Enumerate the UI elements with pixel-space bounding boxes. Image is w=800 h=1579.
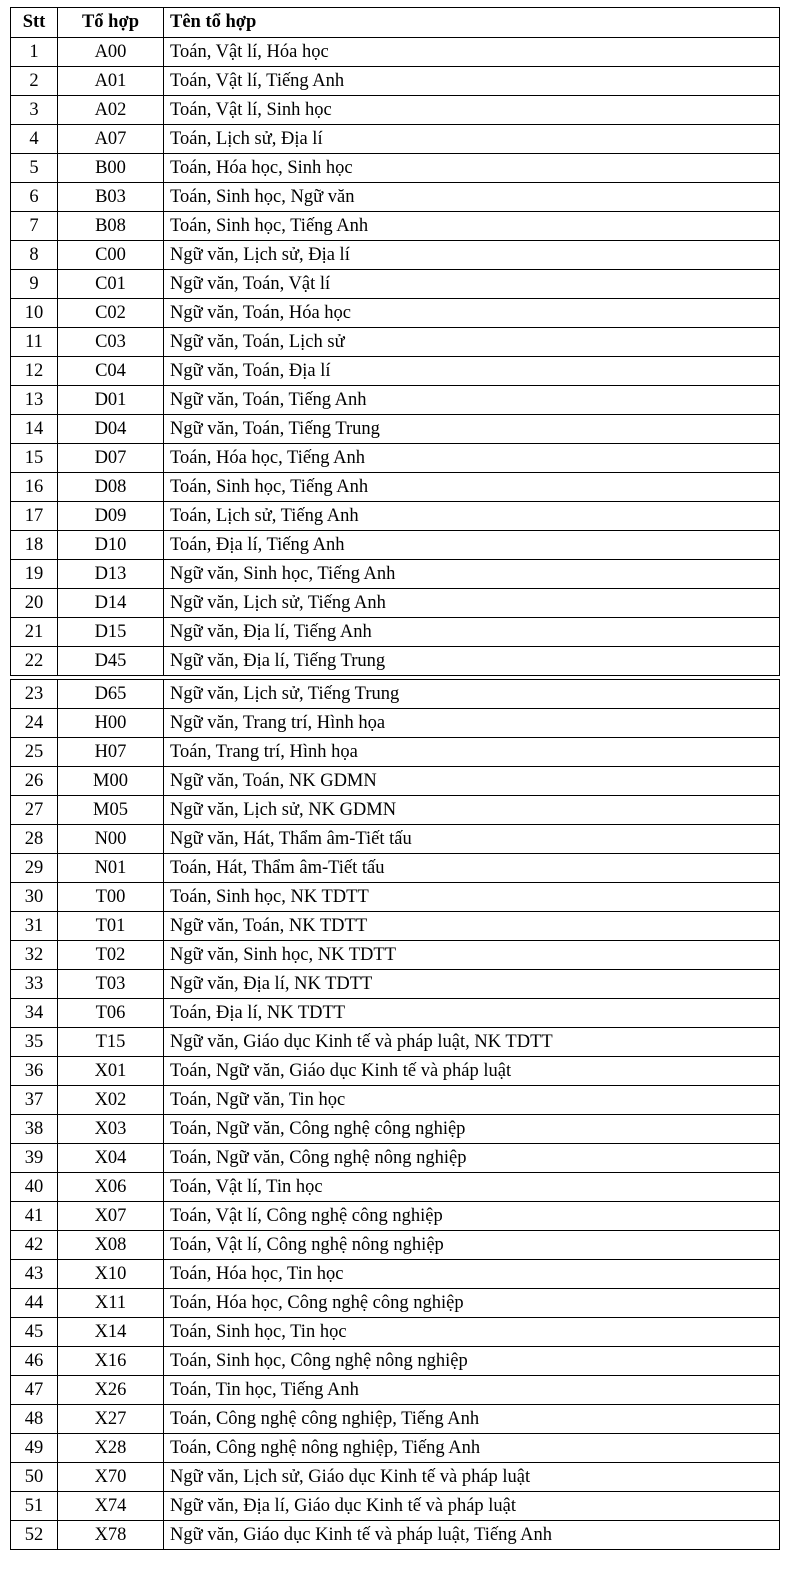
- row-combination-code: D10: [58, 531, 164, 560]
- row-stt: 47: [11, 1376, 58, 1405]
- row-combination-code: X04: [58, 1144, 164, 1173]
- row-stt: 43: [11, 1260, 58, 1289]
- table-row: [11, 183, 780, 212]
- row-combination-code: A02: [58, 96, 164, 125]
- row-combination-code: D08: [58, 473, 164, 502]
- row-stt: 45: [11, 1318, 58, 1347]
- table-row: [11, 357, 780, 386]
- row-stt: 31: [11, 912, 58, 941]
- table-row: [11, 67, 780, 96]
- table-row: [11, 96, 780, 125]
- row-combination-code: X78: [58, 1521, 164, 1550]
- table-row: [11, 531, 780, 560]
- row-combination-code: T02: [58, 941, 164, 970]
- row-combination-code: T03: [58, 970, 164, 999]
- row-combination-code: X27: [58, 1405, 164, 1434]
- row-combination-name: Toán, Vật lí, Sinh học: [164, 96, 780, 125]
- row-combination-code: B03: [58, 183, 164, 212]
- row-combination-name: Toán, Hát, Thẩm âm-Tiết tấu: [164, 854, 780, 883]
- table-row: [11, 709, 780, 738]
- row-combination-code: D14: [58, 589, 164, 618]
- table-row: [11, 738, 780, 767]
- row-combination-code: X70: [58, 1463, 164, 1492]
- row-stt: 33: [11, 970, 58, 999]
- row-stt: 50: [11, 1463, 58, 1492]
- table-row: [11, 299, 780, 328]
- row-combination-name: Ngữ văn, Giáo dục Kinh tế và pháp luật, Tiếng Anh: [164, 1521, 780, 1550]
- row-stt: 44: [11, 1289, 58, 1318]
- row-combination-code: T00: [58, 883, 164, 912]
- row-combination-name: Ngữ văn, Toán, Hóa học: [164, 299, 780, 328]
- subject-combination-table-part-2: [10, 679, 780, 1550]
- row-combination-name: Toán, Vật lí, Công nghệ công nghiệp: [164, 1202, 780, 1231]
- row-combination-code: D01: [58, 386, 164, 415]
- table-row: [11, 1028, 780, 1057]
- row-combination-code: D65: [58, 680, 164, 709]
- row-combination-name: Ngữ văn, Lịch sử, Giáo dục Kinh tế và pháp luật: [164, 1463, 780, 1492]
- row-stt: 4: [11, 125, 58, 154]
- row-combination-code: T15: [58, 1028, 164, 1057]
- row-stt: 35: [11, 1028, 58, 1057]
- table-row: [11, 1521, 780, 1550]
- row-combination-name: Toán, Hóa học, Tiếng Anh: [164, 444, 780, 473]
- row-combination-code: X11: [58, 1289, 164, 1318]
- row-combination-name: Ngữ văn, Lịch sử, NK GDMN: [164, 796, 780, 825]
- row-stt: 24: [11, 709, 58, 738]
- table-row: [11, 1086, 780, 1115]
- row-combination-name: Ngữ văn, Toán, Địa lí: [164, 357, 780, 386]
- row-stt: 39: [11, 1144, 58, 1173]
- header-combination-name: Tên tổ hợp: [164, 8, 780, 38]
- row-combination-code: H00: [58, 709, 164, 738]
- row-combination-name: Toán, Lịch sử, Tiếng Anh: [164, 502, 780, 531]
- table-row: [11, 154, 780, 183]
- row-combination-code: A00: [58, 38, 164, 67]
- table-row: [11, 854, 780, 883]
- row-combination-code: X06: [58, 1173, 164, 1202]
- row-stt: 37: [11, 1086, 58, 1115]
- row-combination-code: B08: [58, 212, 164, 241]
- row-combination-code: M05: [58, 796, 164, 825]
- row-stt: 6: [11, 183, 58, 212]
- row-combination-name: Ngữ văn, Toán, Lịch sử: [164, 328, 780, 357]
- row-stt: 49: [11, 1434, 58, 1463]
- row-stt: 22: [11, 647, 58, 676]
- row-combination-code: X14: [58, 1318, 164, 1347]
- row-combination-name: Toán, Ngữ văn, Tin học: [164, 1086, 780, 1115]
- row-combination-code: D13: [58, 560, 164, 589]
- row-stt: 9: [11, 270, 58, 299]
- table-header-row: [11, 8, 780, 38]
- row-stt: 51: [11, 1492, 58, 1521]
- row-combination-code: C02: [58, 299, 164, 328]
- row-stt: 48: [11, 1405, 58, 1434]
- table-row: [11, 473, 780, 502]
- row-combination-code: X03: [58, 1115, 164, 1144]
- table-row: [11, 328, 780, 357]
- row-stt: 42: [11, 1231, 58, 1260]
- row-combination-name: Ngữ văn, Sinh học, NK TDTT: [164, 941, 780, 970]
- row-combination-name: Toán, Công nghệ nông nghiệp, Tiếng Anh: [164, 1434, 780, 1463]
- row-combination-name: Ngữ văn, Toán, Tiếng Trung: [164, 415, 780, 444]
- row-stt: 38: [11, 1115, 58, 1144]
- row-stt: 36: [11, 1057, 58, 1086]
- table-row: [11, 241, 780, 270]
- table-row: [11, 444, 780, 473]
- table-row: [11, 1231, 780, 1260]
- row-combination-code: X10: [58, 1260, 164, 1289]
- row-combination-code: D07: [58, 444, 164, 473]
- table-row: [11, 1260, 780, 1289]
- row-combination-code: D15: [58, 618, 164, 647]
- row-stt: 2: [11, 67, 58, 96]
- table-row: [11, 125, 780, 154]
- row-stt: 29: [11, 854, 58, 883]
- row-stt: 19: [11, 560, 58, 589]
- row-combination-code: X02: [58, 1086, 164, 1115]
- row-combination-name: Toán, Vật lí, Tiếng Anh: [164, 67, 780, 96]
- table-row: [11, 912, 780, 941]
- table-row: [11, 883, 780, 912]
- row-stt: 3: [11, 96, 58, 125]
- row-combination-code: X07: [58, 1202, 164, 1231]
- row-combination-code: X74: [58, 1492, 164, 1521]
- row-combination-code: C04: [58, 357, 164, 386]
- row-stt: 41: [11, 1202, 58, 1231]
- row-stt: 46: [11, 1347, 58, 1376]
- row-stt: 52: [11, 1521, 58, 1550]
- row-stt: 25: [11, 738, 58, 767]
- row-combination-name: Toán, Sinh học, Tin học: [164, 1318, 780, 1347]
- row-stt: 20: [11, 589, 58, 618]
- row-stt: 23: [11, 680, 58, 709]
- row-combination-name: Toán, Địa lí, Tiếng Anh: [164, 531, 780, 560]
- row-combination-code: A07: [58, 125, 164, 154]
- table-row: [11, 1463, 780, 1492]
- row-combination-name: Ngữ văn, Toán, Vật lí: [164, 270, 780, 299]
- row-combination-name: Toán, Vật lí, Tin học: [164, 1173, 780, 1202]
- row-stt: 28: [11, 825, 58, 854]
- table-row: [11, 212, 780, 241]
- row-stt: 26: [11, 767, 58, 796]
- table-row: [11, 767, 780, 796]
- row-combination-name: Toán, Sinh học, Công nghệ nông nghiệp: [164, 1347, 780, 1376]
- row-stt: 15: [11, 444, 58, 473]
- row-combination-code: X28: [58, 1434, 164, 1463]
- row-stt: 17: [11, 502, 58, 531]
- row-stt: 5: [11, 154, 58, 183]
- row-combination-name: Toán, Vật lí, Hóa học: [164, 38, 780, 67]
- row-stt: 18: [11, 531, 58, 560]
- row-combination-name: Ngữ văn, Lịch sử, Tiếng Trung: [164, 680, 780, 709]
- row-stt: 11: [11, 328, 58, 357]
- row-combination-code: X16: [58, 1347, 164, 1376]
- table-row: [11, 825, 780, 854]
- row-combination-name: Ngữ văn, Địa lí, Giáo dục Kinh tế và pháp luật: [164, 1492, 780, 1521]
- row-combination-name: Toán, Ngữ văn, Công nghệ nông nghiệp: [164, 1144, 780, 1173]
- row-stt: 13: [11, 386, 58, 415]
- header-combination-code: Tổ hợp: [58, 8, 164, 38]
- table-row: [11, 1318, 780, 1347]
- table-row: [11, 618, 780, 647]
- row-combination-name: Toán, Ngữ văn, Công nghệ công nghiệp: [164, 1115, 780, 1144]
- row-combination-name: Toán, Sinh học, Tiếng Anh: [164, 473, 780, 502]
- row-combination-name: Toán, Sinh học, NK TDTT: [164, 883, 780, 912]
- table-row: [11, 1376, 780, 1405]
- row-stt: 34: [11, 999, 58, 1028]
- table-row: [11, 386, 780, 415]
- row-combination-code: M00: [58, 767, 164, 796]
- table-row: [11, 680, 780, 709]
- row-combination-name: Toán, Tin học, Tiếng Anh: [164, 1376, 780, 1405]
- row-combination-name: Ngữ văn, Địa lí, Tiếng Trung: [164, 647, 780, 676]
- row-combination-name: Toán, Hóa học, Tin học: [164, 1260, 780, 1289]
- table-row: [11, 1115, 780, 1144]
- row-combination-name: Ngữ văn, Lịch sử, Tiếng Anh: [164, 589, 780, 618]
- row-combination-name: Toán, Công nghệ công nghiệp, Tiếng Anh: [164, 1405, 780, 1434]
- row-combination-code: D45: [58, 647, 164, 676]
- row-combination-name: Toán, Hóa học, Sinh học: [164, 154, 780, 183]
- row-combination-name: Toán, Sinh học, Tiếng Anh: [164, 212, 780, 241]
- table-row: [11, 415, 780, 444]
- table-row: [11, 1405, 780, 1434]
- row-combination-code: X01: [58, 1057, 164, 1086]
- row-stt: 27: [11, 796, 58, 825]
- row-combination-name: Ngữ văn, Địa lí, NK TDTT: [164, 970, 780, 999]
- row-stt: 8: [11, 241, 58, 270]
- row-combination-name: Ngữ văn, Toán, Tiếng Anh: [164, 386, 780, 415]
- row-combination-code: B00: [58, 154, 164, 183]
- row-combination-name: Toán, Hóa học, Công nghệ công nghiệp: [164, 1289, 780, 1318]
- row-stt: 14: [11, 415, 58, 444]
- row-combination-code: X26: [58, 1376, 164, 1405]
- row-combination-name: Toán, Lịch sử, Địa lí: [164, 125, 780, 154]
- row-combination-code: C03: [58, 328, 164, 357]
- row-combination-name: Ngữ văn, Giáo dục Kinh tế và pháp luật, NK TDTT: [164, 1028, 780, 1057]
- row-combination-code: D04: [58, 415, 164, 444]
- table-row: [11, 270, 780, 299]
- table-row: [11, 1144, 780, 1173]
- row-combination-name: Ngữ văn, Trang trí, Hình họa: [164, 709, 780, 738]
- row-stt: 10: [11, 299, 58, 328]
- row-combination-name: Toán, Địa lí, NK TDTT: [164, 999, 780, 1028]
- row-combination-code: D09: [58, 502, 164, 531]
- table-row: [11, 560, 780, 589]
- table-row: [11, 1202, 780, 1231]
- row-stt: 40: [11, 1173, 58, 1202]
- row-stt: 7: [11, 212, 58, 241]
- row-combination-name: Ngữ văn, Lịch sử, Địa lí: [164, 241, 780, 270]
- table-row: [11, 1492, 780, 1521]
- row-combination-code: N00: [58, 825, 164, 854]
- table-row: [11, 1434, 780, 1463]
- row-combination-code: N01: [58, 854, 164, 883]
- row-combination-name: Toán, Sinh học, Ngữ văn: [164, 183, 780, 212]
- row-stt: 21: [11, 618, 58, 647]
- row-combination-name: Toán, Ngữ văn, Giáo dục Kinh tế và pháp luật: [164, 1057, 780, 1086]
- table-row: [11, 502, 780, 531]
- table-row: [11, 970, 780, 999]
- row-combination-code: T06: [58, 999, 164, 1028]
- table-row: [11, 796, 780, 825]
- row-combination-code: H07: [58, 738, 164, 767]
- row-combination-name: Ngữ văn, Toán, NK TDTT: [164, 912, 780, 941]
- table-row: [11, 999, 780, 1028]
- table-row: [11, 1057, 780, 1086]
- row-combination-name: Ngữ văn, Hát, Thẩm âm-Tiết tấu: [164, 825, 780, 854]
- subject-combination-table-part-1: [10, 7, 780, 676]
- table-row: [11, 38, 780, 67]
- row-stt: 12: [11, 357, 58, 386]
- header-stt: Stt: [11, 8, 58, 38]
- row-combination-code: T01: [58, 912, 164, 941]
- table-row: [11, 1173, 780, 1202]
- table-row: [11, 647, 780, 676]
- row-combination-name: Ngữ văn, Địa lí, Tiếng Anh: [164, 618, 780, 647]
- row-combination-name: Toán, Vật lí, Công nghệ nông nghiệp: [164, 1231, 780, 1260]
- row-stt: 1: [11, 38, 58, 67]
- row-combination-code: A01: [58, 67, 164, 96]
- row-combination-name: Ngữ văn, Sinh học, Tiếng Anh: [164, 560, 780, 589]
- row-combination-name: Ngữ văn, Toán, NK GDMN: [164, 767, 780, 796]
- row-stt: 30: [11, 883, 58, 912]
- row-combination-code: C00: [58, 241, 164, 270]
- table-row: [11, 1289, 780, 1318]
- row-stt: 32: [11, 941, 58, 970]
- table-row: [11, 941, 780, 970]
- row-combination-code: X08: [58, 1231, 164, 1260]
- table-row: [11, 589, 780, 618]
- row-combination-code: C01: [58, 270, 164, 299]
- table-row: [11, 1347, 780, 1376]
- row-combination-name: Toán, Trang trí, Hình họa: [164, 738, 780, 767]
- row-stt: 16: [11, 473, 58, 502]
